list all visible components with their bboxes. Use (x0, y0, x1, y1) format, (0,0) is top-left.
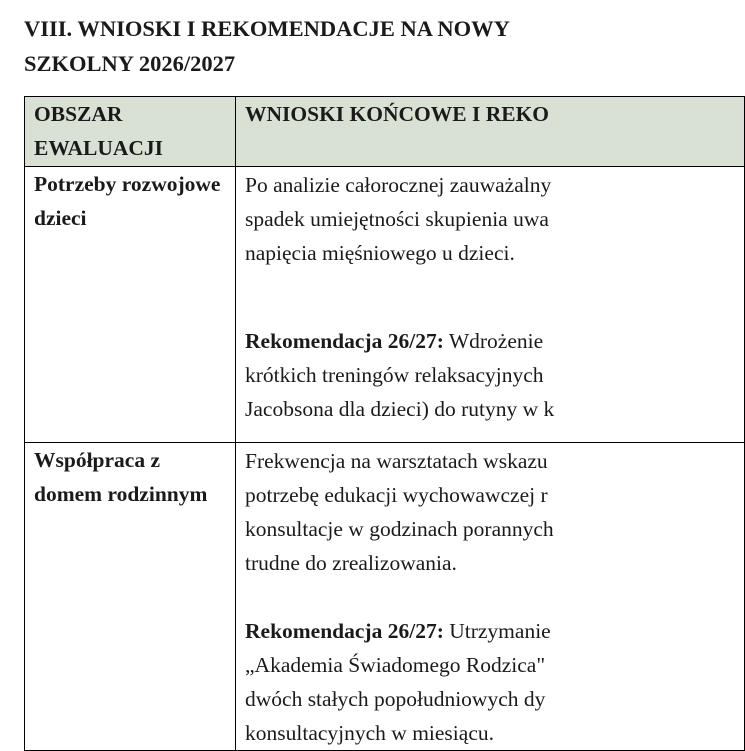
findings-line: potrzebę edukacji wychowawczej r (245, 483, 548, 507)
findings-line: Frekwencja na warsztatach wskazu (245, 449, 548, 473)
recommendation-line: krótkich treningów relaksacyjnych (245, 363, 544, 387)
findings-line: trudne do zrealizowania. (245, 551, 457, 575)
recommendations-table (24, 96, 745, 751)
findings-line: spadek umiejętności skupienia uwa (245, 207, 549, 231)
row-area-cell: Potrzeby rozwojowe dzieci (25, 167, 236, 443)
recommendations-table-container (24, 96, 603, 745)
recommendation-label: Rekomendacja 26/27: (245, 619, 444, 643)
recommendation-line: „Akademia Świadomego Rodzica" (245, 653, 546, 677)
findings-line: Po analizie całorocznej zauważalny (245, 173, 552, 197)
column-header-findings: WNIOSKI KOŃCOWE I REKO (236, 97, 745, 167)
findings-line: napięcia mięśniowego u dzieci. (245, 241, 515, 265)
row-area-cell: Współpraca z domem rodzinnym (25, 443, 236, 751)
column-header-area: OBSZAR EWALUACJI (25, 97, 236, 167)
recommendation-line: konsultacyjnych w miesiącu. (245, 721, 494, 745)
table-header-row (25, 97, 745, 167)
table-row (25, 443, 745, 751)
table-row (25, 167, 745, 443)
recommendation-text: Wdrożenie (443, 329, 544, 353)
recommendation-label: Rekomendacja 26/27: (245, 329, 444, 353)
recommendation-line: dwóch stałych popołudniowych dy (245, 687, 546, 711)
recommendation-line (245, 324, 735, 358)
recommendation-line: Jacobsona dla dzieci) do rutyny w k (245, 397, 555, 421)
recommendation-text: Utrzymanie (443, 619, 551, 643)
row-findings-cell (236, 167, 745, 443)
row-findings-cell (236, 443, 745, 751)
heading-line-1: VIII. WNIOSKI I REKOMENDACJE NA NOWY (24, 16, 510, 41)
findings-line: konsultacje w godzinach porannych (245, 517, 554, 541)
recommendation-line (245, 614, 735, 648)
section-heading (24, 11, 664, 81)
heading-line-2: SZKOLNY 2026/2027 (24, 51, 236, 76)
